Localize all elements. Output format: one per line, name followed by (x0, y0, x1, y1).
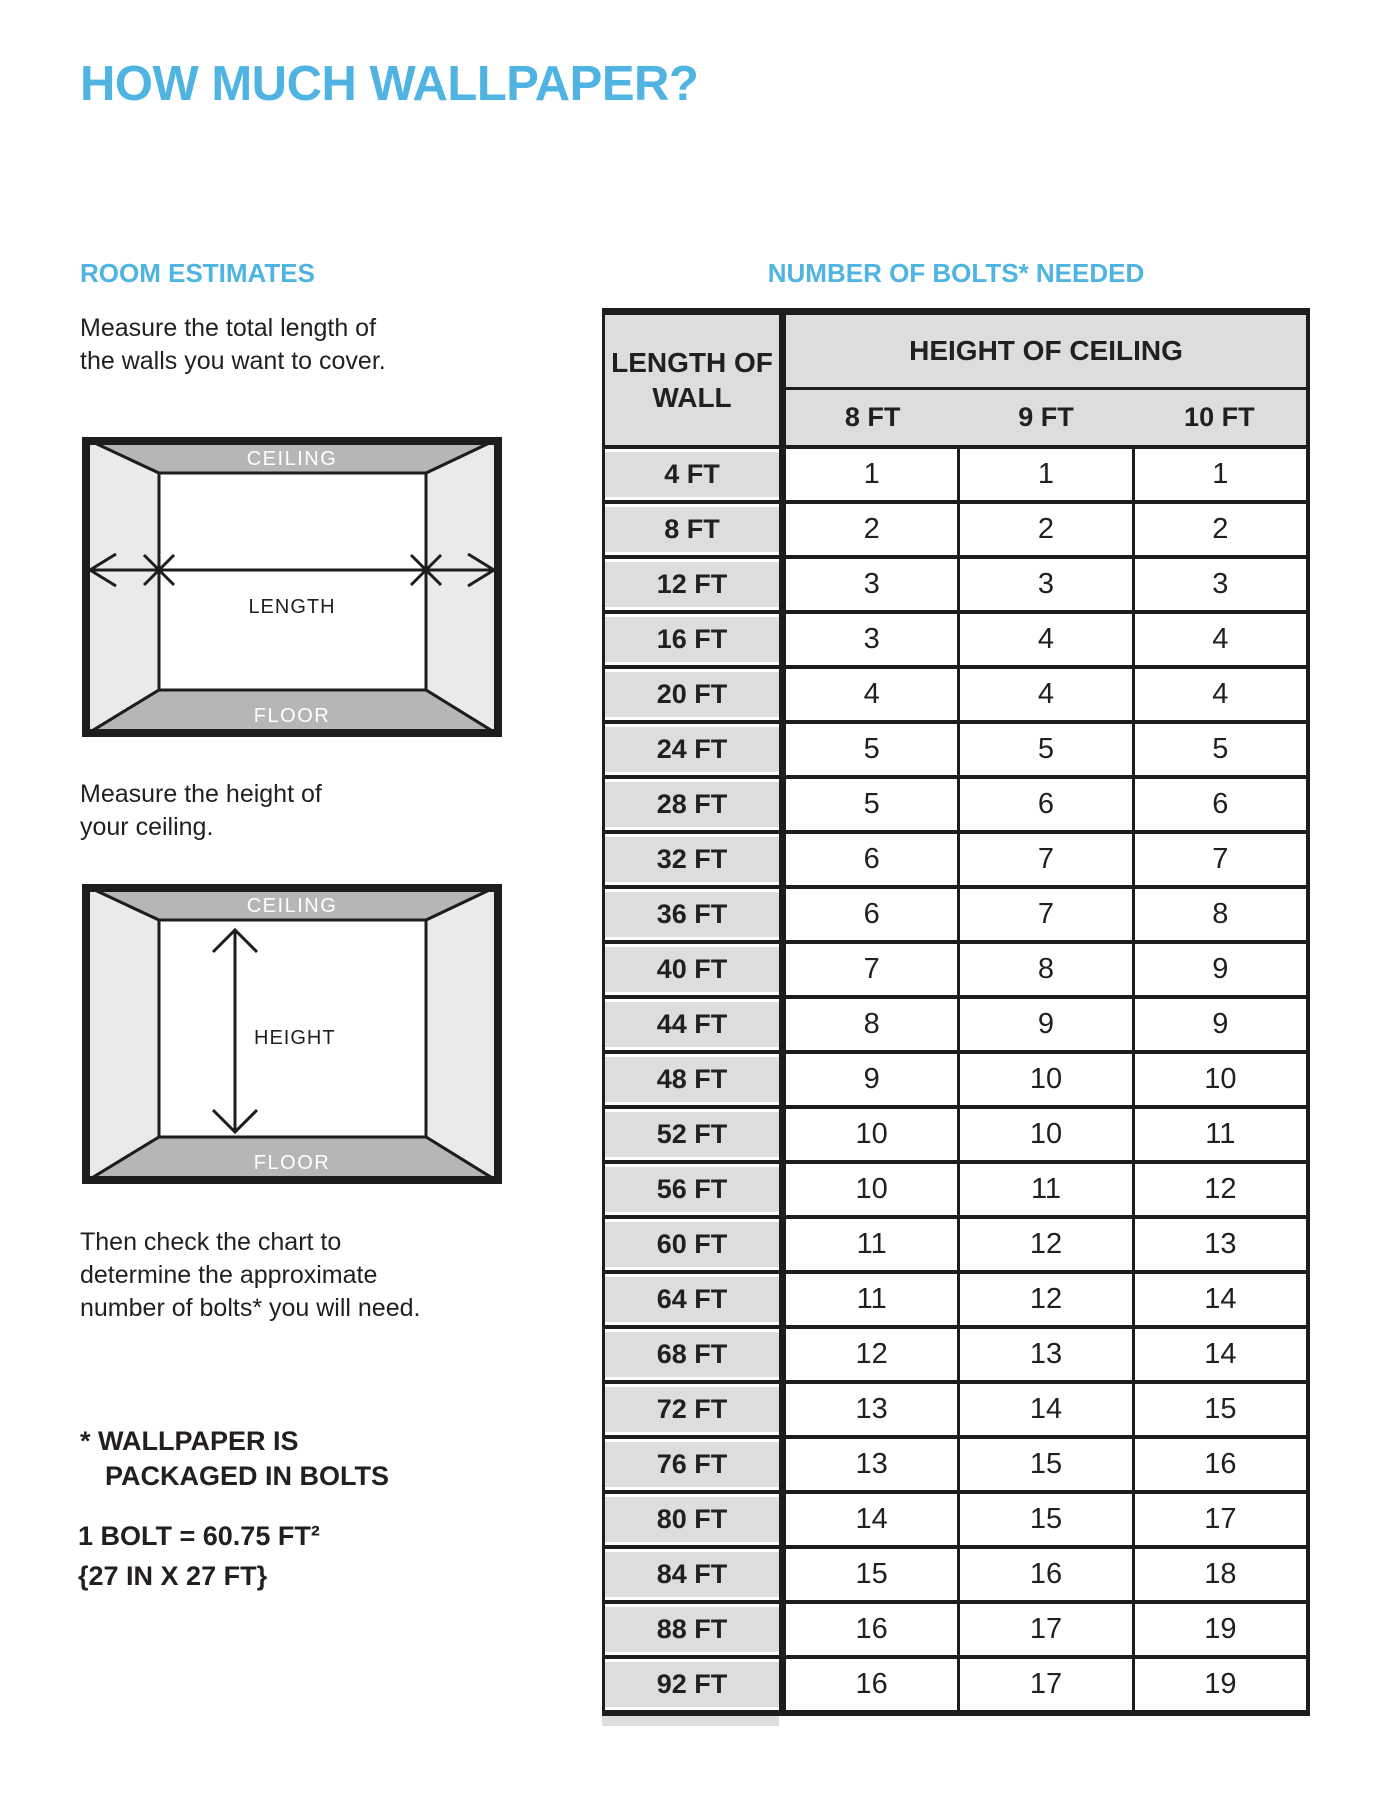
height-dimension-label: HEIGHT (254, 1027, 336, 1049)
row-label-84-ft: 84 FT (605, 1549, 779, 1600)
floor-label: FLOOR (253, 1152, 331, 1174)
bolt-count: 3 (1132, 559, 1306, 610)
step2-text (80, 778, 322, 844)
bolt-count: 2 (957, 504, 1131, 555)
row-label-92-ft: 92 FT (605, 1659, 779, 1710)
table-row (605, 449, 1306, 504)
bolt-count: 1 (1132, 449, 1306, 500)
table-header (605, 315, 1306, 449)
row-values (779, 1604, 1306, 1655)
bolt-count: 11 (856, 1283, 887, 1315)
table-row (605, 1604, 1306, 1659)
table-row (605, 944, 1306, 999)
row-values (779, 1549, 1306, 1600)
bolt-count: 9 (1132, 944, 1306, 995)
bolt-count: 15 (957, 1439, 1131, 1490)
bolts-needed-heading: NUMBER OF BOLTS* NEEDED (767, 258, 1145, 288)
table-row (605, 1439, 1306, 1494)
row-label-80-ft: 80 FT (605, 1494, 779, 1545)
row-label-4-ft: 4 FT (605, 449, 779, 500)
bolt-count: 12 (957, 1274, 1131, 1325)
row-label-56-ft: 56 FT (605, 1164, 779, 1215)
text-line: Measure the height of (80, 780, 322, 808)
row-label-52-ft: 52 FT (605, 1109, 779, 1160)
table-row (605, 669, 1306, 724)
bolt-count: 3 (863, 623, 880, 655)
bolt-count: 15 (855, 1558, 888, 1590)
table-row (605, 999, 1306, 1054)
bolt-count: 5 (957, 724, 1131, 775)
bolt-count: 10 (855, 1118, 888, 1150)
bolt-count: 17 (957, 1659, 1131, 1710)
bolt-count: 11 (1132, 1109, 1306, 1160)
length-of-wall-header: LENGTH OF WALL (605, 315, 779, 445)
row-values (779, 779, 1306, 830)
bolt-count: 15 (957, 1494, 1131, 1545)
row-values (779, 724, 1306, 775)
bolt-count: 10 (957, 1109, 1131, 1160)
bolt-count: 5 (863, 788, 880, 820)
bolt-count: 5 (863, 733, 880, 765)
bolt-count: 6 (957, 779, 1131, 830)
row-label-76-ft: 76 FT (605, 1439, 779, 1490)
row-label-44-ft: 44 FT (605, 999, 779, 1050)
bolt-count: 7 (863, 953, 880, 985)
bolt-count: 15 (1132, 1384, 1306, 1435)
table-row (605, 559, 1306, 614)
row-label-40-ft: 40 FT (605, 944, 779, 995)
text-line: Then check the chart to (80, 1228, 342, 1256)
table-row (605, 834, 1306, 889)
row-label-64-ft: 64 FT (605, 1274, 779, 1325)
bolt-count: 14 (1132, 1329, 1306, 1380)
row-values (779, 614, 1306, 665)
bolt-count: 9 (1132, 999, 1306, 1050)
footnote-line: * WALLPAPER IS (80, 1426, 299, 1456)
bolt-count: 13 (1132, 1219, 1306, 1270)
row-values (779, 1054, 1306, 1105)
ceiling-height-columns (786, 390, 1306, 445)
bolt-count: 11 (856, 1228, 887, 1260)
row-label-88-ft: 88 FT (605, 1604, 779, 1655)
bolt-count: 14 (957, 1384, 1131, 1435)
table-row (605, 1274, 1306, 1329)
table-row (605, 1384, 1306, 1439)
table-row (605, 779, 1306, 834)
bolt-count: 7 (957, 834, 1131, 885)
bolt-count: 13 (855, 1393, 888, 1425)
text-line: Measure the total length of (80, 314, 377, 342)
table-row (605, 1549, 1306, 1604)
step3-text (80, 1226, 420, 1325)
bolt-count: 4 (1132, 669, 1306, 720)
bolt-count: 12 (1132, 1164, 1306, 1215)
length-diagram (82, 437, 502, 737)
bolt-count: 10 (957, 1054, 1131, 1105)
bolt-count: 11 (957, 1164, 1131, 1215)
bolt-count: 5 (1132, 724, 1306, 775)
bolt-count: 8 (957, 944, 1131, 995)
column-header-9ft: 9 FT (1018, 402, 1074, 432)
table-row (605, 889, 1306, 944)
row-values (779, 504, 1306, 555)
text-line: your ceiling. (80, 813, 214, 841)
bolt-count: 1 (863, 458, 880, 490)
bolt-count: 4 (1132, 614, 1306, 665)
bolt-count: 8 (1132, 889, 1306, 940)
step1-text (80, 312, 386, 378)
footnote-line: PACKAGED IN BOLTS (105, 1461, 390, 1491)
bolt-count: 14 (1132, 1274, 1306, 1325)
row-values (779, 834, 1306, 885)
table-row (605, 1109, 1306, 1164)
length-dimension-label: LENGTH (248, 596, 336, 618)
bolts-table (602, 308, 1310, 1716)
bolt-dimensions: {27 IN X 27 FT} (78, 1561, 268, 1591)
bolt-count: 16 (957, 1549, 1131, 1600)
row-label-28-ft: 28 FT (605, 779, 779, 830)
room-perspective-length-illustration (82, 437, 502, 737)
height-of-ceiling-group (779, 315, 1306, 445)
row-label-12-ft: 12 FT (605, 559, 779, 610)
text-line: number of bolts* you will need. (80, 1294, 421, 1322)
table-body (605, 449, 1306, 1710)
table-row (605, 1054, 1306, 1109)
bolt-count: 17 (1132, 1494, 1306, 1545)
bolt-count: 7 (957, 889, 1131, 940)
row-values (779, 1164, 1306, 1215)
row-values (779, 1384, 1306, 1435)
row-label-60-ft: 60 FT (605, 1219, 779, 1270)
bolt-count: 6 (863, 898, 880, 930)
bolt-count: 2 (863, 513, 880, 545)
bolt-count: 10 (1132, 1054, 1306, 1105)
table-footer-gray-strip (602, 1716, 779, 1726)
row-label-32-ft: 32 FT (605, 834, 779, 885)
bolt-count: 6 (1132, 779, 1306, 830)
bolt-count: 10 (855, 1173, 888, 1205)
bolt-count: 12 (855, 1338, 888, 1370)
bolt-count: 13 (855, 1448, 888, 1480)
column-header-8ft: 8 FT (844, 402, 901, 432)
row-label-24-ft: 24 FT (605, 724, 779, 775)
page-title: HOW MUCH WALLPAPER? (80, 57, 699, 111)
bolt-count: 3 (957, 559, 1131, 610)
bolt-count: 13 (957, 1329, 1131, 1380)
bolt-count: 9 (957, 999, 1131, 1050)
row-values (779, 1219, 1306, 1270)
row-values (779, 889, 1306, 940)
row-label-8-ft: 8 FT (605, 504, 779, 555)
bolt-count: 17 (957, 1604, 1131, 1655)
wallpaper-footnote (80, 1424, 389, 1494)
bolt-count: 18 (1132, 1549, 1306, 1600)
bolt-count: 19 (1132, 1604, 1306, 1655)
bolt-count: 4 (957, 614, 1131, 665)
row-values (779, 559, 1306, 610)
row-values (779, 999, 1306, 1050)
table-row (605, 1329, 1306, 1384)
bolt-count: 16 (1132, 1439, 1306, 1490)
bolt-count: 4 (863, 678, 880, 710)
text-line: determine the approximate (80, 1261, 378, 1289)
row-label-68-ft: 68 FT (605, 1329, 779, 1380)
table-row (605, 1219, 1306, 1274)
table-row (605, 724, 1306, 779)
ceiling-label: CEILING (246, 448, 338, 470)
height-diagram (82, 884, 502, 1184)
row-label-36-ft: 36 FT (605, 889, 779, 940)
row-values (779, 944, 1306, 995)
column-header-10ft: 10 FT (1184, 402, 1255, 432)
bolt-count: 4 (957, 669, 1131, 720)
bolt-count: 12 (957, 1219, 1131, 1270)
room-perspective-height-illustration (82, 884, 502, 1184)
bolt-count: 2 (1132, 504, 1306, 555)
table-row (605, 1164, 1306, 1219)
row-values (779, 1439, 1306, 1490)
bolt-equation: 1 BOLT = 60.75 FT² (78, 1521, 320, 1551)
row-values (779, 1494, 1306, 1545)
bolt-count: 16 (855, 1668, 888, 1700)
row-values (779, 669, 1306, 720)
ceiling-label: CEILING (246, 895, 338, 917)
bolt-count: 8 (863, 1008, 880, 1040)
height-of-ceiling-header: HEIGHT OF CEILING (786, 315, 1306, 390)
row-label-20-ft: 20 FT (605, 669, 779, 720)
table-row (605, 614, 1306, 669)
row-values (779, 1274, 1306, 1325)
bolt-count: 16 (855, 1613, 888, 1645)
bolt-count: 14 (855, 1503, 888, 1535)
row-values (779, 1329, 1306, 1380)
row-values (779, 1659, 1306, 1710)
bolt-count: 9 (863, 1063, 880, 1095)
row-values (779, 1109, 1306, 1160)
bolt-count: 1 (957, 449, 1131, 500)
bolt-info (78, 1516, 320, 1596)
row-values (779, 449, 1306, 500)
floor-label: FLOOR (253, 705, 331, 727)
bolt-count: 3 (863, 568, 880, 600)
row-label-72-ft: 72 FT (605, 1384, 779, 1435)
bolt-count: 19 (1132, 1659, 1306, 1710)
table-row (605, 1494, 1306, 1549)
row-label-48-ft: 48 FT (605, 1054, 779, 1105)
row-label-16-ft: 16 FT (605, 614, 779, 665)
bolt-count: 7 (1132, 834, 1306, 885)
text-line: the walls you want to cover. (80, 347, 386, 375)
table-row (605, 504, 1306, 559)
room-estimates-heading: ROOM ESTIMATES (80, 258, 315, 288)
bolt-count: 6 (863, 843, 880, 875)
table-row (605, 1659, 1306, 1710)
